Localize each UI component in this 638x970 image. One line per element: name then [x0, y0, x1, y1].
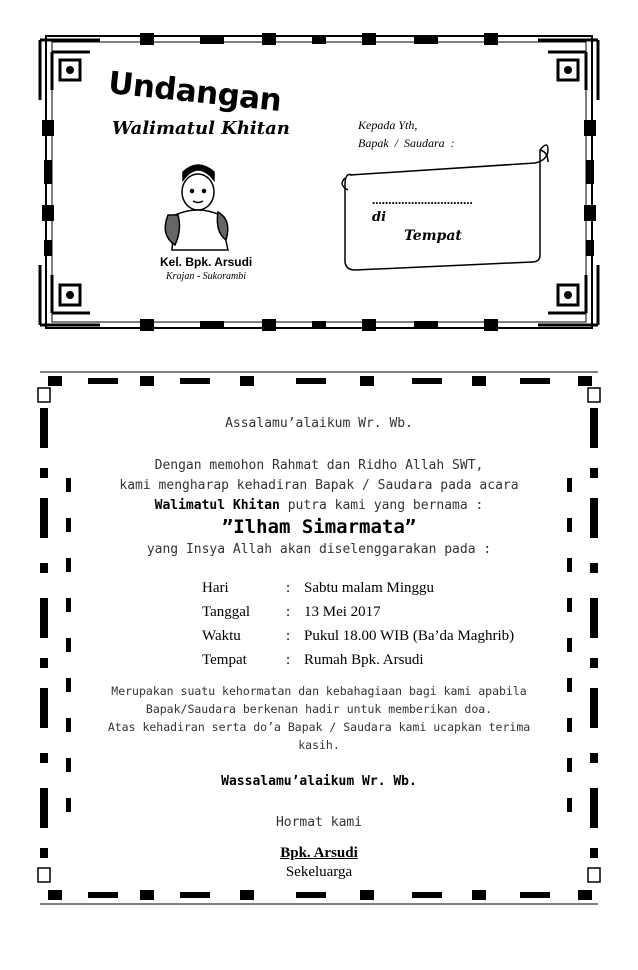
- closing-line-4: kasih.: [298, 738, 340, 752]
- detail-row: [202, 580, 522, 604]
- intro-line-4: yang Insya Allah akan diselenggarakan pada :: [146, 542, 492, 557]
- detail-sep: :: [286, 628, 291, 644]
- detail-label: Waktu: [202, 628, 241, 644]
- recipient-line-1: Kepada Yth,: [358, 118, 418, 132]
- recipient-line-2: Bapak / Saudara :: [358, 136, 455, 150]
- intro-line-3: [0, 498, 638, 513]
- detail-label: Tempat: [202, 652, 247, 668]
- detail-sep: :: [286, 652, 291, 668]
- signature-name: [0, 845, 638, 862]
- detail-label: Tanggal: [202, 604, 251, 620]
- closing-line-1: Merupakan suatu kehormatan dan kebahagiaan bagi kami apabila: [111, 684, 527, 698]
- detail-sep: :: [286, 604, 291, 620]
- event-details: [202, 580, 522, 676]
- detail-value: 13 Mei 2017: [304, 604, 381, 620]
- invitation-card: [0, 0, 638, 345]
- closing-line-2: Bapak/Saudara berkenan hadir untuk memberikan doa.: [145, 702, 493, 716]
- intro-line-2: kami mengharap kehadiran Bapak / Saudara pada acara: [119, 478, 519, 493]
- family-name: Kel. Bpk. Arsudi: [160, 255, 253, 269]
- recipient-dots: ...............................: [372, 192, 473, 207]
- detail-value: Rumah Bpk. Arsudi: [304, 652, 424, 668]
- greeting: Assalamu’alaikum Wr. Wb.: [225, 416, 413, 431]
- card-subtitle: Walimatul Khitan: [112, 118, 290, 139]
- family-address: Krajan - Sukorambi: [166, 271, 246, 282]
- intro-line-1: Dengan memohon Rahmat dan Ridho Allah SWT,: [154, 458, 484, 473]
- closing-salam: Wassalamu’alaikum Wr. Wb.: [221, 774, 417, 789]
- hormat-kami: Hormat kami: [275, 815, 363, 830]
- event-name: Walimatul Khitan: [154, 498, 280, 513]
- card-border-ornament: [0, 0, 638, 345]
- boy-illustration: [165, 165, 228, 250]
- child-name: ”Ilham Simarmata”: [221, 516, 417, 538]
- detail-row: [202, 652, 522, 676]
- detail-value: Sabtu malam Minggu: [304, 580, 434, 596]
- detail-row: [202, 604, 522, 628]
- signature-sub: Sekeluarga: [285, 864, 353, 880]
- detail-row: [202, 628, 522, 652]
- intro-line-3-rest: putra kami yang bernama :: [287, 498, 484, 513]
- recipient-di: di: [372, 210, 387, 225]
- closing-line-3: Atas kehadiran serta do’a Bapak / Saudara kami ucapkan terima: [107, 720, 531, 734]
- detail-label: Hari: [202, 580, 229, 596]
- recipient-tempat: Tempat: [404, 228, 462, 244]
- detail-sep: :: [286, 580, 291, 596]
- card-title: Undangan: [106, 65, 284, 119]
- detail-value: Pukul 18.00 WIB (Ba’da Maghrib): [304, 628, 515, 644]
- signature-name-text: Bpk. Arsudi: [280, 845, 358, 861]
